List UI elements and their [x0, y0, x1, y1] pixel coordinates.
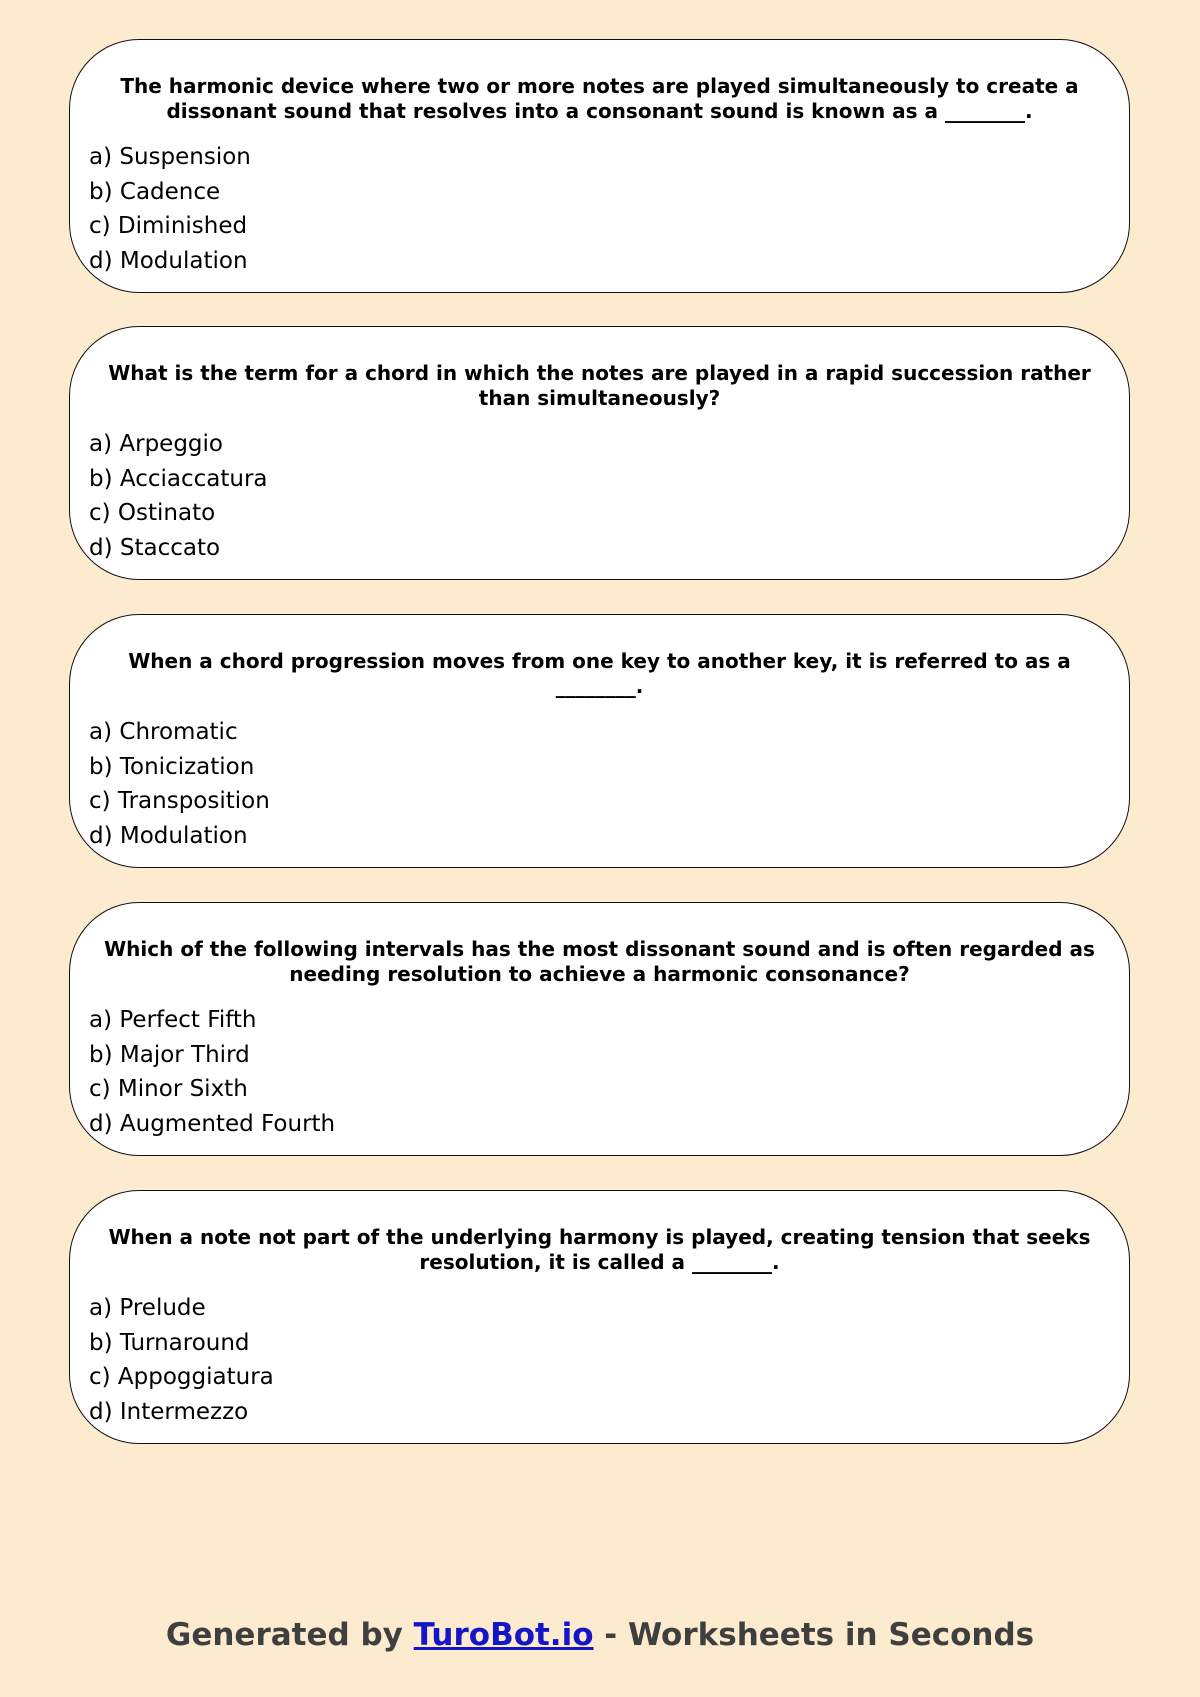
options-list [89, 715, 270, 853]
option-b: b) Turnaround [89, 1329, 250, 1356]
question-text: When a note not part of the underlying harmony is played, creating tension that seeks resolution, it is called a ________. [108, 1225, 1091, 1274]
footer [0, 1615, 1200, 1655]
option-a: a) Prelude [89, 1295, 206, 1321]
question-text: The harmonic device where two or more notes are played simultaneously to create a dissonant sound that resolves into a consonant sound is known as a ________. [120, 74, 1079, 123]
options-list [89, 1291, 274, 1429]
question-card-5 [69, 1190, 1130, 1444]
footer-prefix: Generated by [165, 1617, 414, 1653]
turobot-link[interactable]: TuroBot.io [413, 1617, 594, 1653]
option-c: c) Minor Sixth [89, 1076, 248, 1102]
option-d: d) Modulation [89, 247, 248, 274]
option-b: b) Tonicization [89, 753, 255, 780]
option-d: d) Modulation [89, 822, 248, 849]
option-a: a) Perfect Fifth [89, 1007, 257, 1033]
option-d: d) Staccato [89, 534, 221, 561]
option-d: d) Intermezzo [89, 1398, 249, 1425]
option-a: a) Arpeggio [89, 431, 223, 457]
option-c: c) Appoggiatura [89, 1364, 274, 1390]
question-text: Which of the following intervals has the most dissonant sound and is often regarded as needing resolution to achieve a harmonic consonance? [104, 937, 1095, 986]
question-text: What is the term for a chord in which the notes are played in a rapid succession rather than simultaneously? [108, 361, 1091, 410]
option-b: b) Acciaccatura [89, 465, 268, 492]
option-c: c) Diminished [89, 213, 248, 239]
option-d: d) Augmented Fourth [89, 1110, 336, 1137]
question-card-4 [69, 902, 1130, 1156]
question-card-1 [69, 39, 1130, 293]
options-list [89, 427, 268, 565]
question-card-2 [69, 326, 1130, 580]
option-b: b) Cadence [89, 178, 221, 205]
options-list [89, 140, 251, 278]
option-a: a) Chromatic [89, 719, 238, 745]
option-b: b) Major Third [89, 1041, 250, 1068]
option-c: c) Ostinato [89, 500, 216, 526]
option-a: a) Suspension [89, 144, 251, 170]
option-c: c) Transposition [89, 788, 270, 814]
question-card-3 [69, 614, 1130, 868]
options-list [89, 1003, 335, 1141]
footer-suffix: - Worksheets in Seconds [593, 1617, 1035, 1653]
question-text: When a chord progression moves from one key to another key, it is referred to as a ________. [128, 649, 1071, 698]
